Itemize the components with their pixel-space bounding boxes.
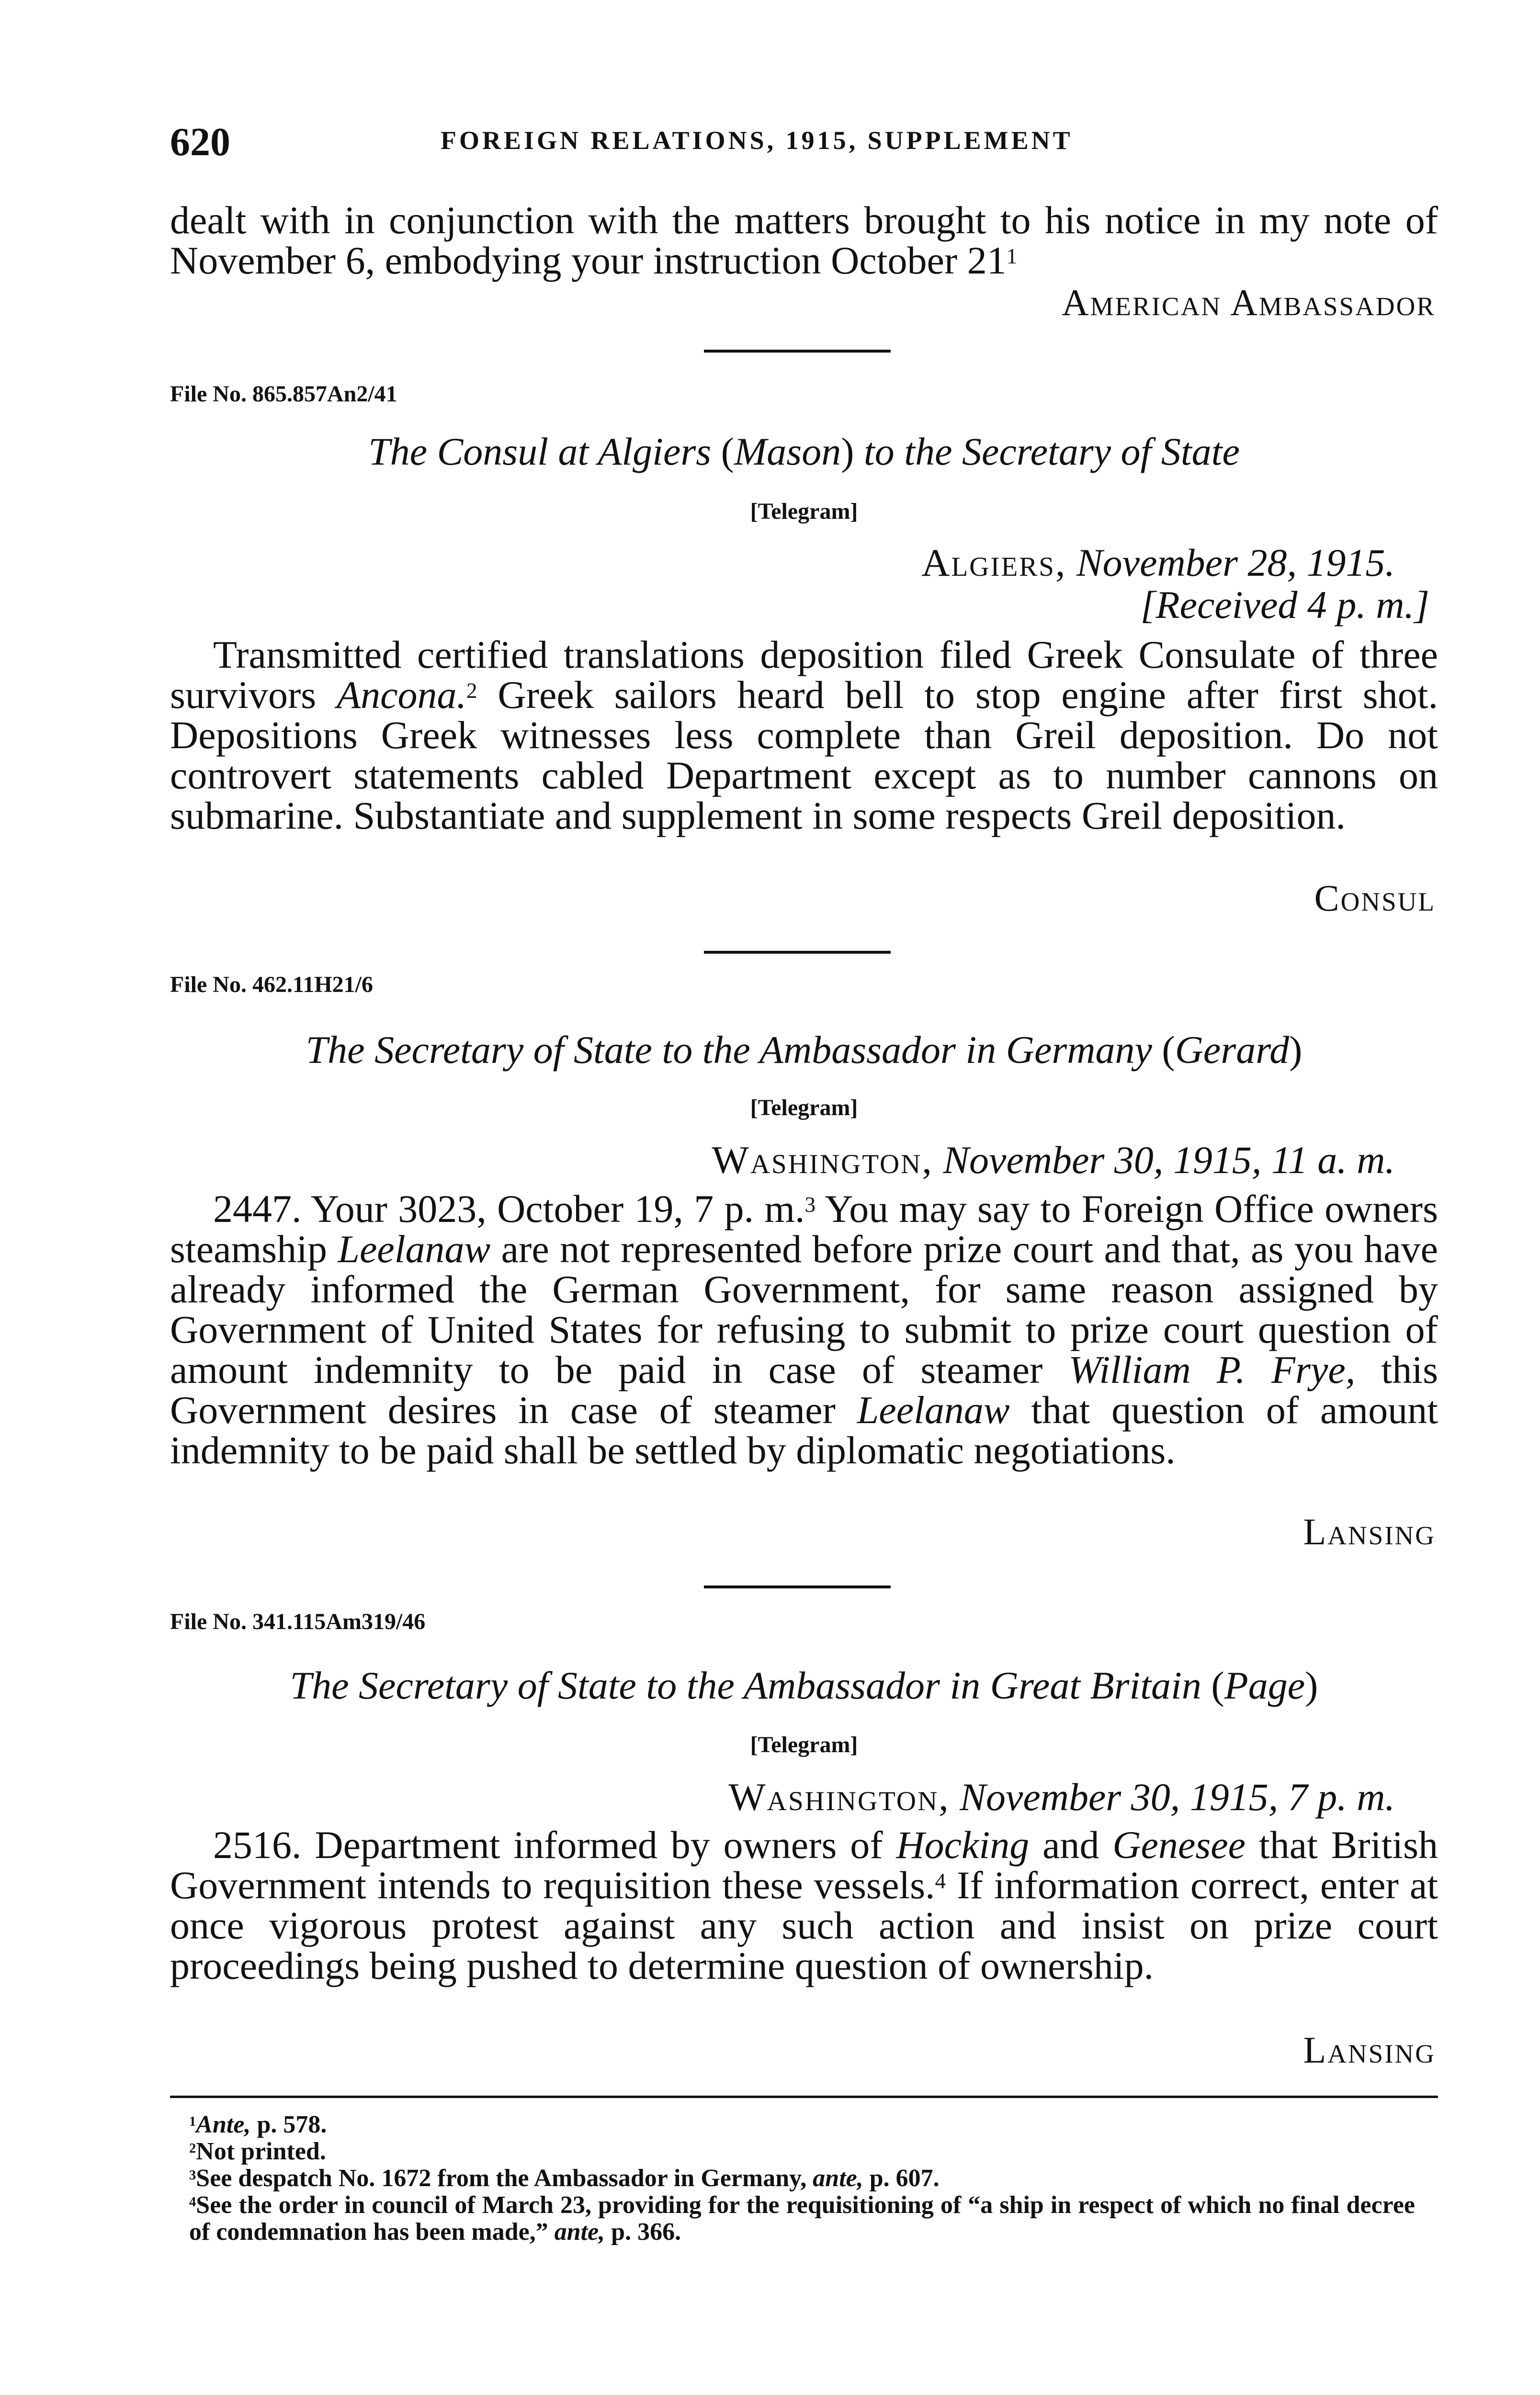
document-title: The Secretary of State to the Ambassador in Great Britain (Page) (290, 1664, 1318, 1707)
file-number: File No. 865.857An2/41 (170, 381, 397, 407)
footnote-ref: 2 (466, 678, 477, 703)
dateline: Washington, November 30, 1915, 11 a. m. (712, 1138, 1395, 1182)
section-divider (704, 951, 891, 954)
signature-consul: Consul (1314, 877, 1436, 919)
signature-ambassador: American Ambassador (1062, 282, 1436, 323)
page-header (170, 119, 1438, 162)
dateline: Algiers, November 28, 1915. (921, 541, 1395, 584)
section-divider (704, 1585, 891, 1588)
dateline: Washington, November 30, 1915, 7 p. m. (728, 1775, 1395, 1819)
telegram-label: [Telegram] (750, 1732, 858, 1757)
signature-lansing: Lansing (1303, 2029, 1436, 2071)
received-note: [Received 4 p. m.] (1140, 583, 1429, 627)
section-divider (704, 350, 891, 353)
footnotes (189, 2111, 1415, 2246)
document-title: The Consul at Algiers (Mason) to the Secretary of State (368, 430, 1240, 473)
document-body: 2447. Your 3023, October 19, 7 p. m.$^3$ You may say to Foreign Office owners steamship Leelanaw are not represented before prize court and that, as you have already informed the German Government, for same reason assigned by Government of United States for refusing to submit to prize court question of amount indemnity to be paid in case of steamer William P. Frye, this Government desires in case of steamer Leelanaw that question of amount indemnity to be paid shall be settled by diplomatic negotiations. (170, 1187, 1438, 1472)
footnote: $^4$See the order in council of March 23, providing for the requisitioning of “a ship in respect of which no final decree of condemnation has been made,” ante, p. 366. (189, 2191, 1415, 2246)
document-title: The Secretary of State to the Ambassador in Germany (Gerard) (306, 1028, 1302, 1072)
footnote: $^2$Not printed. (189, 2138, 326, 2165)
document-body: Transmitted certified translations deposition filed Greek Consulate of three survivors Ancona.$^2$ Greek sailors heard bell to stop engine after first shot. Depositions Greek witnesses less complete than Greil deposition. Do not controvert statements cabled Department except as to number cannons on submarine. Substantiate and supplement in some respects Greil deposition. (170, 633, 1438, 837)
file-number: File No. 462.11H21/6 (170, 972, 373, 997)
footnote-divider (170, 2096, 1438, 2098)
intro-paragraph: dealt with in conjunction with the matters brought to his notice in my note of November 6, embodying your instruction October $21^1$ (170, 198, 1438, 282)
page-number: 620 (170, 120, 230, 164)
footnote-ref: 3 (804, 1192, 816, 1217)
document-page (170, 0, 1438, 2395)
signature-lansing: Lansing (1303, 1511, 1436, 1552)
file-number: File No. 341.115Am319/46 (170, 1609, 426, 1634)
footnote: $^3$See despatch No. 1672 from the Ambassador in Germany, ante, p. 607. (189, 2165, 940, 2192)
footnote-ref: 4 (935, 1869, 946, 1893)
document-body: 2516. Department informed by owners of Hocking and Genesee that British Government intends to requisition these vessels.$^4$ If information correct, enter at once vigorous protest against any such action and insist on prize court proceedings being pushed to determine question of ownership. (170, 1823, 1438, 1987)
running-title: FOREIGN RELATIONS, 1915, SUPPLEMENT (441, 126, 1073, 155)
telegram-label: [Telegram] (750, 1095, 858, 1120)
footnote-ref: 1 (1006, 244, 1018, 268)
telegram-label: [Telegram] (750, 499, 858, 524)
footnote: $^1$Ante, p. 578. (189, 2111, 327, 2138)
